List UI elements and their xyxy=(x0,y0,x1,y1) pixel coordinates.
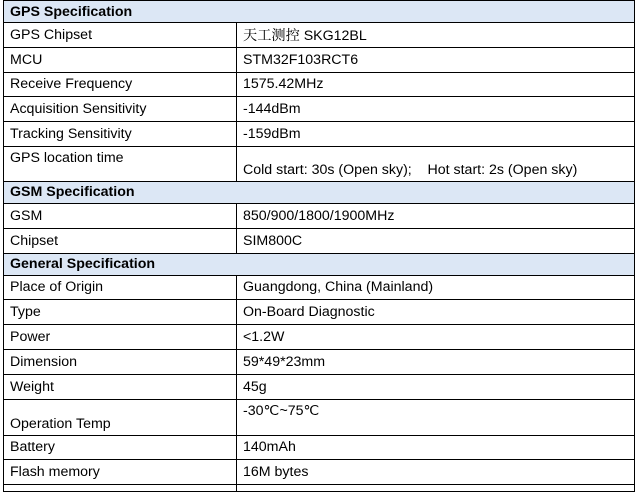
spec-row xyxy=(4,460,635,485)
spec-row xyxy=(4,300,635,325)
spec-value: Guangdong, China (Mainland) xyxy=(237,275,635,300)
spec-label: Place of Origin xyxy=(4,275,237,300)
spec-value: <1.2W xyxy=(237,325,635,350)
spec-row xyxy=(4,146,635,181)
spec-label: Chipset xyxy=(4,228,237,253)
specification-table xyxy=(3,0,635,492)
spec-value: 59*49*23mm xyxy=(237,349,635,374)
section-title: GPS Specification xyxy=(4,1,635,23)
spec-label: Tracking Sensitivity xyxy=(4,122,237,147)
spec-label: Operation Temp xyxy=(4,399,237,435)
spec-row xyxy=(4,23,635,48)
spec-value: 16M bytes xyxy=(237,460,635,485)
spec-label: Dimension xyxy=(4,349,237,374)
spec-label: Receive Frequency xyxy=(4,72,237,97)
spec-label: Power xyxy=(4,325,237,350)
spec-value: SIM800C xyxy=(237,228,635,253)
spec-label: Type xyxy=(4,300,237,325)
spec-value: -144dBm xyxy=(237,97,635,122)
spec-row xyxy=(4,275,635,300)
spec-value: STM32F103RCT6 xyxy=(237,47,635,72)
spec-value: -159dBm xyxy=(237,122,635,147)
section-header-gsm xyxy=(4,181,635,203)
spec-value: 850/900/1800/1900MHz xyxy=(237,203,635,228)
spec-value: Cold start: 30s (Open sky); Hot start: 2s (Open sky) xyxy=(237,146,635,181)
spec-row xyxy=(4,435,635,460)
spec-label: Acquisition Sensitivity xyxy=(4,97,237,122)
spec-row xyxy=(4,47,635,72)
spec-row xyxy=(4,122,635,147)
spec-value: 天工测控 SKG12BL xyxy=(237,23,635,48)
spec-value: 140mAh xyxy=(237,435,635,460)
spec-label: MCU xyxy=(4,47,237,72)
spec-row xyxy=(4,228,635,253)
spec-label: GPS Chipset xyxy=(4,23,237,48)
spec-row xyxy=(4,349,635,374)
spec-label: Battery xyxy=(4,435,237,460)
spec-row xyxy=(4,325,635,350)
spec-label: Flash memory xyxy=(4,460,237,485)
spec-row xyxy=(4,72,635,97)
spec-value: -30℃~75℃ xyxy=(237,399,635,435)
section-title: GSM Specification xyxy=(4,181,635,203)
empty-cell xyxy=(237,485,635,492)
spec-row xyxy=(4,97,635,122)
spec-value: 45g xyxy=(237,374,635,399)
section-header-general xyxy=(4,253,635,275)
section-header-gps xyxy=(4,1,635,23)
spec-label: GSM xyxy=(4,203,237,228)
section-title: General Specification xyxy=(4,253,635,275)
spec-label: GPS location time xyxy=(4,146,237,181)
spec-row xyxy=(4,399,635,435)
spec-value: 1575.42MHz xyxy=(237,72,635,97)
spec-label: Weight xyxy=(4,374,237,399)
empty-cell xyxy=(4,485,237,492)
spec-value: On-Board Diagnostic xyxy=(237,300,635,325)
spec-row xyxy=(4,203,635,228)
spec-row-cut-off xyxy=(4,485,635,492)
spec-row xyxy=(4,374,635,399)
